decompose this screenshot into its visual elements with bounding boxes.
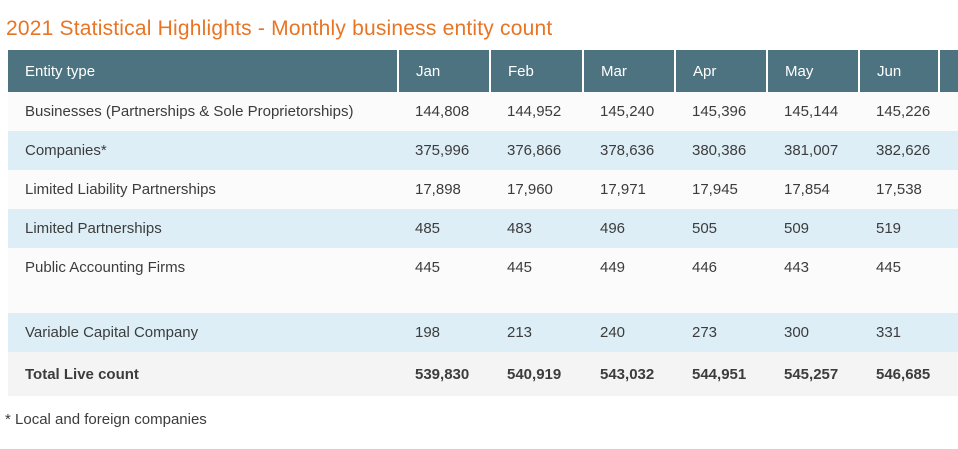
header-cell-jun: Jun [859,50,939,92]
value-cell: 445 [415,259,441,276]
value-cell: 375,996 [415,142,470,159]
value-cell: 376,866 [507,142,562,159]
entity-type-cell: Limited Partnerships [25,220,162,237]
value-cell: 545,257 [784,365,839,383]
value-cell: 17,960 [507,181,553,198]
row-limited-liability-partnerships [8,170,958,209]
value-cell: 144,952 [507,103,562,120]
header-cell-may: May [767,50,859,92]
value-cell: 496 [600,220,626,237]
header-cell-mar: Mar [583,50,675,92]
entity-type-cell: Variable Capital Company [25,324,199,341]
footnote: * Local and foreign companies [5,411,207,428]
header-cell-apr: Apr [675,50,767,92]
entity-count-table [8,50,958,396]
header-cell-entity-type: Entity type [25,62,96,80]
value-cell: 198 [415,324,441,341]
value-cell: 544,951 [692,365,747,383]
value-cell: 273 [692,324,718,341]
value-cell: 145,240 [600,103,655,120]
value-cell: 539,830 [415,365,470,383]
value-cell: 443 [784,259,810,276]
value-cell: 378,636 [600,142,655,159]
value-cell: 509 [784,220,810,237]
entity-type-cell: Companies* [25,142,107,159]
row-companies [8,131,958,170]
entity-type-cell: Public Accounting Firms [25,259,186,276]
value-cell: 17,854 [784,181,830,198]
value-cell: 145,144 [784,103,839,120]
header-cell-jan: Jan [398,50,490,92]
entity-type-cell: Limited Liability Partnerships [25,181,216,198]
row-businesses [8,92,958,131]
value-cell: 380,386 [692,142,747,159]
page-title: 2021 Statistical Highlights - Monthly business entity count [6,17,553,41]
row-limited-partnerships [8,209,958,248]
entity-type-cell: Total Live count [25,365,139,383]
value-cell: 331 [876,324,902,341]
value-cell: 381,007 [784,142,839,159]
value-cell: 519 [876,220,902,237]
header-cell-spacer [939,50,958,92]
value-cell: 445 [876,259,902,276]
value-cell: 505 [692,220,718,237]
value-cell: 483 [507,220,533,237]
entity-type-cell: Businesses (Partnerships & Sole Proprietorships) [25,103,354,120]
value-cell: 382,626 [876,142,931,159]
value-cell: 300 [784,324,810,341]
value-cell: 145,226 [876,103,931,120]
value-cell: 540,919 [507,365,562,383]
value-cell: 145,396 [692,103,747,120]
value-cell: 543,032 [600,365,655,383]
value-cell: 17,538 [876,181,922,198]
row-total-live-count [8,352,958,396]
value-cell: 240 [600,324,626,341]
value-cell: 449 [600,259,626,276]
value-cell: 446 [692,259,718,276]
value-cell: 213 [507,324,533,341]
value-cell: 17,898 [415,181,461,198]
header-cell-feb: Feb [490,50,583,92]
value-cell: 17,971 [600,181,646,198]
value-cell: 17,945 [692,181,738,198]
table-header-row [8,50,958,92]
value-cell: 144,808 [415,103,470,120]
row-spacer [8,287,958,313]
row-variable-capital-company [8,313,958,352]
value-cell: 546,685 [876,365,931,383]
value-cell: 485 [415,220,441,237]
value-cell: 445 [507,259,533,276]
row-public-accounting-firms [8,248,958,287]
